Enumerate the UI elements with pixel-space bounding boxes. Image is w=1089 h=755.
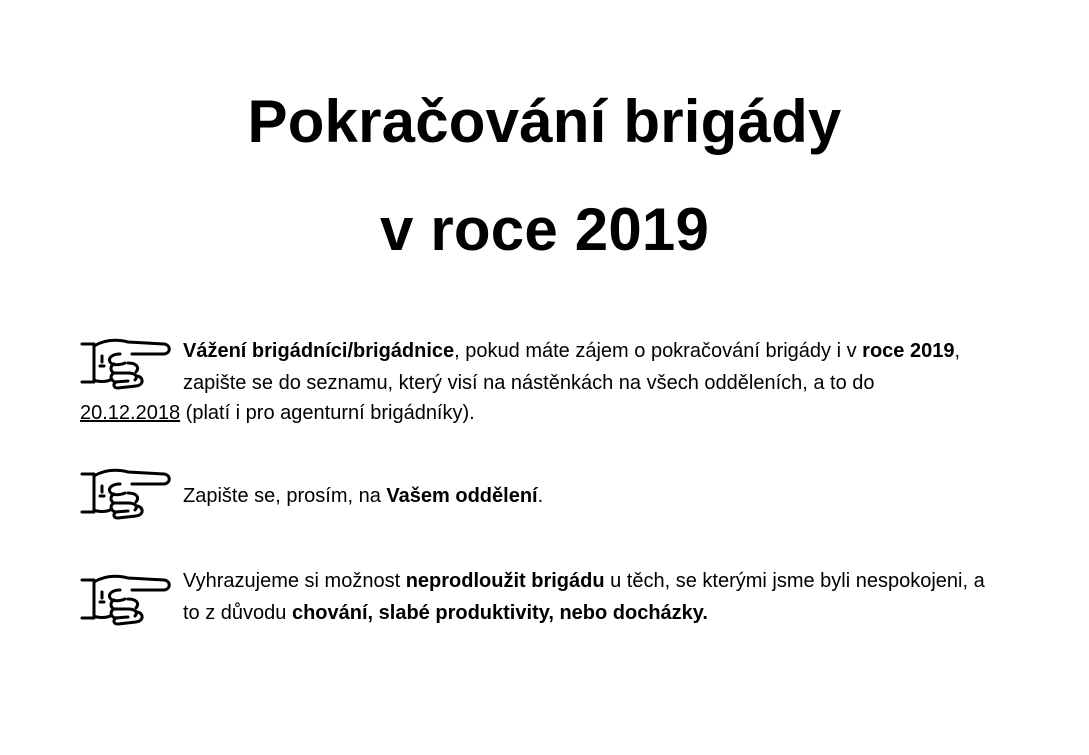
deadline-date: 20.12.2018 [80,402,181,424]
paragraph-1-text-a: , pokud máte zájem o pokračování brigády i v [454,340,863,362]
paragraph-1-text-c: , zapište se do seznamu, který visí na nástěnkách na všech odděleních, a to do [183,340,961,394]
paragraph-3 [183,566,1003,629]
no-extension-bold: neprodloužit brigádu [405,570,605,592]
pointing-hand-icon [80,336,172,390]
year-bold: roce 2019 [862,340,955,362]
reasons-bold: chování, slabé produktivity, nebo docházky. [291,601,708,624]
page-title-line2: v roce 2019 [379,196,710,263]
paragraph-1 [183,336,1003,399]
paragraph-3-text-a: Vyhrazujeme si možnost [183,570,406,592]
department-bold: Vašem oddělení [386,485,538,507]
paragraph-2 [183,481,1003,513]
paragraph-1-continuation [80,398,980,430]
paragraph-2-text-a: Zapište se, prosím, na [183,485,387,507]
page-title-line1: Pokračování brigády [247,88,842,155]
paragraph-1-text-d: (platí i pro agenturní brigádníky). [180,402,475,424]
greeting-bold: Vážení brigádníci/brigádnice [183,340,455,362]
pointing-hand-icon [80,572,172,626]
paragraph-2-text-c: . [537,485,544,507]
pointing-hand-icon [80,466,172,520]
paragraph-3-text-c: u těch, se kterými jsme byli nespokojeni, a to z důvodu [183,570,985,624]
